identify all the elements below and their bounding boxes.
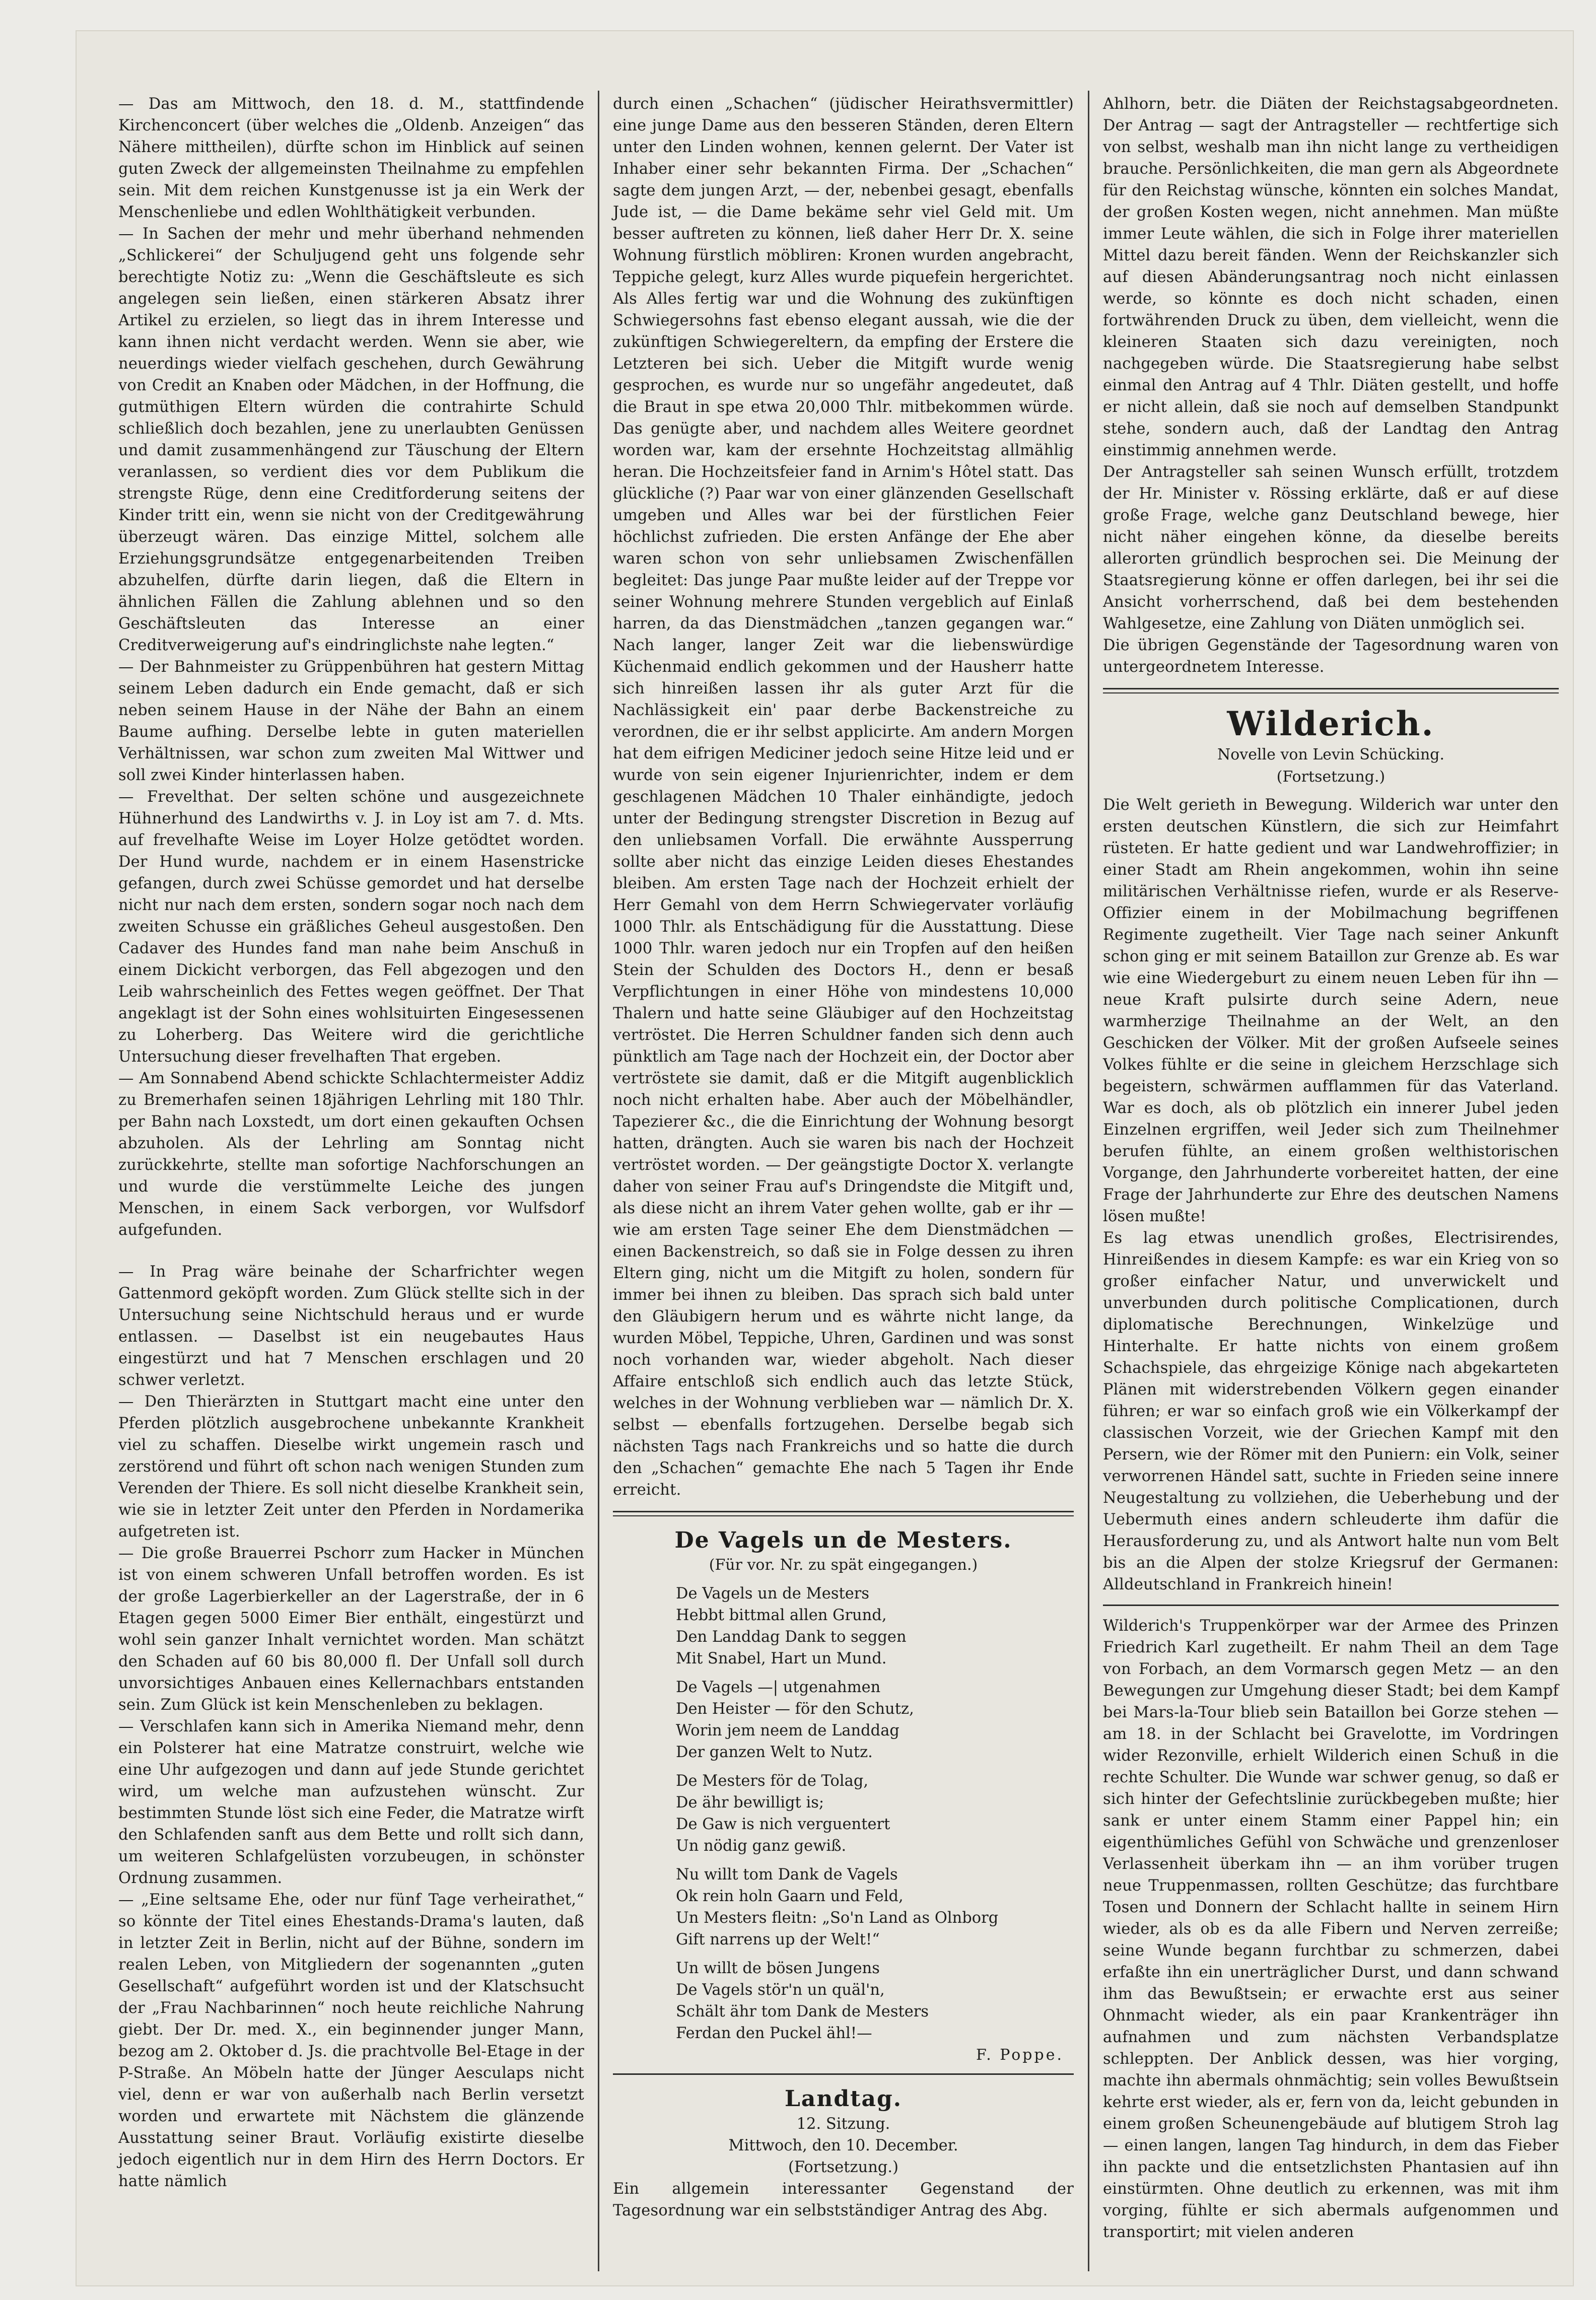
column-rule	[598, 91, 599, 2271]
landtag-text: Ein allgemein interessanter Gegenstand der Tagesordnung war ein selbstständiger Antrag des Abg.	[613, 2180, 1074, 2219]
news-item: — Verschlafen kann sich in Amerika Niemand mehr, denn ein Polsterer hat eine Matratze construirt, welche wie eine Uhr aufgezogen und dann auf jede Stunde gerichtet wird, um welche man aufzustehen wünscht. Zur bestimmten Stunde löst sich eine Feder, die Matratze wirft den Schlafenden sanft aus dem Bette und rollt sich dann, um weiteren Schlafgelüsten vorzubeugen, in schönster Ordnung zusammen.	[118, 1718, 584, 1887]
section-divider	[1103, 1605, 1559, 1606]
landtag-title: Landtag.	[784, 2086, 903, 2112]
news-item: — „Eine seltsame Ehe, oder nur fünf Tage verheirathet,“ so könnte der Titel eines Ehestands-Drama's lauten, daß in letzter Zeit in Berlin, nicht auf der Bühne, sondern im realen Leben, von Mitgliedern der sogenannten „guten Gesellschaft“ aufgeführt worden ist und der Klatschsucht der „Frau Nachbarinnen“ noch heute reichliche Nahrung giebt. Der Dr. med. X., ein beginnender junger Mann, bezog am 2. Oktober d. Js. die prachtvolle Bel-Etage in der P-Straße. An Möbeln hatte der Jünger Aesculaps nicht viel, denn er war von außerhalb nach Berlin versetzt worden und erwartete mit Nächstem die glänzende Ausstattung seiner Braut. Vorläufig existirte dieselbe jedoch eigentlich nur in dem Hirn des Herrn Doctors. Er hatte nämlich	[118, 1891, 584, 2190]
news-item: — Am Sonnabend Abend schickte Schlachtermeister Addiz zu Bremerhafen seinen 18jährigen Lehrling mit 180 Thlr. per Bahn nach Loxstedt, um dort einen gekauften Ochsen abzuholen. Als der Lehrling am Sonntag nicht zurückkehrte, stellte man sofortige Nachforschungen an und wurde die verstümmelte Leiche des jungen Menschen, in einem Sack verborgen, vor Wulfsdorf aufgefunden.	[118, 1070, 584, 1239]
poem-stanza	[676, 1583, 1074, 1669]
poem-line: De ähr bewilligt is;	[676, 1794, 824, 1811]
poem-line: Un willt de bösen Jungens	[676, 1960, 880, 1977]
poem-line: Worin jem neem de Landdag	[676, 1722, 899, 1739]
poem-note: (Für vor. Nr. zu spät eingegangen.)	[709, 1556, 978, 1574]
poem-stanza	[676, 1677, 1074, 1763]
news-item: — In Prag wäre beinahe der Scharfrichter wegen Gattenmord geköpft worden. Zum Glück stellte sich in der Untersuchung seine Nichtschuld heraus und er wurde entlassen. — Daselbst ist ein neugebautes Haus eingestürzt und hat 7 Menschen erschlagen und 20 schwer verletzt.	[118, 1263, 584, 1389]
poem-line: Un nödig ganz gewiß.	[676, 1837, 847, 1855]
landtag-date: Mittwoch, den 10. December.	[728, 2137, 958, 2154]
poem-line: Gift narrens up der Welt!“	[676, 1931, 880, 1948]
news-item: — Das am Mittwoch, den 18. d. M., stattfindende Kirchenconcert (über welches die „Oldenb. Anzeigen“ das Nähere mittheilen), dürfte schon im Hinblick auf seinen guten Zweck der allgemeinsten Theilnahme zu empfehlen sein. Mit dem reichen Kunstgenusse ist ja ein Werk der Menschenliebe und edlen Wohlthätigkeit verbunden.	[118, 95, 584, 221]
novel-byline: Novelle von Levin Schücking.	[1217, 746, 1445, 763]
novel-paragraph: Es lag etwas unendlich großes, Electrisirendes, Hinreißendes in diesem Kampfe: es war ein Krieg von so großer einfacher Natur, und unverwickelt und unverbunden durch politische Complicationen, durch diplomatische Berechnungen, Winkelzüge und Hinterhalte. Er hatte nichts von einem großem Schachspiele, das ehrgeizige Könige nach abgekarteten Plänen mit widerstrebenden Völkern gegen einander führen; er war so einfach groß wie ein Völkerkampf der classischen Vorzeit, wie der Griechen Kampf mit den Persern, wie der Römer mit den Puniern: ein Volk, seiner verworrenen Händel satt, suchte in Frieden seine innere Neugestaltung zu vollziehen, die Ueberhebung und der Uebermuth eines andern schleuderte ihm dafür die Herausforderung zu, und als Antwort halte nun vom Belt bis an die Alpen der stolze Kriegsruf der Germanen: Alldeutschland in Frankreich hinein!	[1103, 1229, 1559, 1593]
news-item: — In Sachen der mehr und mehr überhand nehmenden „Schlickerei“ der Schuljugend geht uns folgende sehr berechtigte Notiz zu: „Wenn die Geschäftsleute es sich angelegen sein ließen, einen stärkeren Absatz ihrer Artikel zu erzielen, so liegt das in ihrem Interesse und kann ihnen nicht verdacht werden. Wenn sie aber, wie neuerdings wieder vielfach geschehen, durch Gewährung von Credit an Knaben oder Mädchen, in der Hoffnung, die gutmüthigen Eltern würden die contrahirte Schuld schließlich doch bezahlen, jene zu unerlaubten Genüssen und damit zusammenhängend zur Täuschung der Eltern veranlassen, so verdient dies vor dem Publikum die strengste Rüge, denn eine Creditforderung seitens der Kinder tritt ein, wenn sie nicht von der Creditgewährung überzeugt wären. Das einzige Mittel, solchem alle Erziehungsgrundsätze entgegenarbeitenden Treiben abzuhelfen, dürfte darin liegen, daß die Eltern in ähnlichen Fällen die Zahlung ablehnen und so den Geschäftsleuten das Interesse an einer Creditverweigerung auf's eindringlichste nahe legten.“	[118, 225, 584, 654]
column-2	[613, 93, 1074, 2221]
poem-stanza	[676, 1770, 1074, 1857]
news-item: durch einen „Schachen“ (jüdischer Heirathsvermittler) eine junge Dame aus den besseren Ständen, deren Eltern unter den Linden wohnen, kennen gelernt. Der Vater ist Inhaber einer sehr bekannten Firma. Der „Schachen“ sagte dem jungen Arzt, — der, nebenbei gesagt, ebenfalls Jude ist, — die Dame bekäme sehr viel Geld mit. Um besser auftreten zu können, ließ daher Herr Dr. X. seine Wohnung fürstlich möbliren: Kronen wurden angebracht, Teppiche gelegt, kurz Alles wurde piquefein hergerichtet. Als Alles fertig war und die Wohnung des zukünftigen Schwiegersohns fast ebenso elegant aussah, wie die der zukünftigen Schwiegereltern, da empfing der Erstere die Letzteren bei sich. Ueber die Mitgift wurde wenig gesprochen, es wurde nur so ungefähr angedeutet, daß die Braut in spe etwa 20,000 Thlr. mitbekommen würde. Das genügte aber, und nachdem alles Weitere geordnet worden war, kam der ersehnte Hochzeitstag allmählig heran. Die Hochzeitsfeier fand in Arnim's Hôtel statt. Das glückliche (?) Paar war von einer glänzenden Gesellschaft umgeben und Alles war bei der fürstlichen Feier höchlichst zufrieden. Die ersten Anfänge der Ehe aber waren schon von sehr unliebsamen Zwischenfällen begleitet: Das junge Paar mußte leider auf der Treppe vor seiner Wohnung mehrere Stunden vergeblich auf Einlaß harren, da das Dienstmädchen „tanzen gegangen war.“ Nach langer, langer Zeit war die liebenswürdige Küchenmaid endlich gekommen und der Hausherr hatte sich hinreißen lassen ihr als guter Arzt für die Nachlässigkeit ein' paar derbe Backenstreiche zu verordnen, die er ihr selbst applicirte. Am andern Morgen hat dem eifrigen Mediciner jedoch seine Hitze leid und er wurde von sein eigener Injurienrichter, indem er dem geschlagenen Mädchen 10 Thaler einhändigte, jedoch unter der Bedingung strengster Discretion in Bezug auf den unliebsamen Vorfall. Die erwähnte Aussperrung sollte aber nicht das einzige Leiden dieses Ehestandes bleiben. Am ersten Tage nach der Hochzeit erhielt der Herr Gemahl von dem Herrn Schwiegervater vorläufig 1000 Thlr. als Entschädigung für die Ausstattung. Diese 1000 Thlr. waren jedoch nur ein Tropfen auf den heißen Stein der Schulden des Doctors H., denn er besaß Verpflichtungen in einer Höhe von mindestens 10,000 Thalern und hatte seine Gläubiger auf den Hochzeitstag vertröstet. Die Herren Schuldner fanden sich denn auch pünktlich am Tage nach der Hochzeit ein, der Doctor aber vertröstete sie damit, daß er die Mitgift augenblicklich noch nicht erhalten habe. Aber auch der Möbelhändler, Tapezierer &c., die die Einrichtung der Wohnung besorgt hatten, drängten. Auch sie waren bis nach der Hochzeit vertröstet worden. — Der geängstigte Doctor X. verlangte daher von seiner Frau auf's Dringendste die Mitgift und, als diese nicht an ihrem Vater gehen wollte, gab er ihr — wie am ersten Tage seiner Ehe dem Dienstmädchen — einen Backenstreich, so daß sie in Folge dessen zu ihren Eltern ging, nicht um die Mitgift zu holen, sondern für immer bei ihnen zu bleiben. Das sprach sich bald unter den Gläubigern herum und es währte nicht lange, da wurden Möbel, Teppiche, Uhren, Gardinen und was sonst noch vorhanden war, wieder abgeholt. Nach dieser Affaire entschloß sich endlich auch das letzte Stück, welches in der Wohnung verblieben war — nämlich Dr. X. selbst — ebenfalls fortzugehen. Derselbe begab sich nächsten Tags nach Frankreichs und so hatte die durch den „Schachen“ gemachte Ehe nach 5 Tagen ihr Ende erreicht.	[613, 95, 1074, 1499]
landtag-session: 12. Sitzung.	[796, 2115, 890, 2133]
novel-paragraph: Wilderich's Truppenkörper war der Armee des Prinzen Friedrich Karl zugetheilt. Er nahm Theil an dem Tage von Forbach, an dem Vormarsch gegen Metz — an den Bewegungen zur Umgehung dieser Stadt; bei dem Kampf bei Mars-la-Tour blieb sein Bataillon bei Gorze stehen — am 18. in der Schlacht bei Gravelotte, im Vordringen wider Rezonville, erhielt Wilderich einen Schuß in die rechte Schulter. Die Wunde war schwer genug, so daß er sich hinter der Gefechtslinie zurückbegeben mußte; hier sank er unter einem Stamm einer Pappel hin; ein eigenthümliches Gefühl von Schwäche und grenzenloser Verlassenheit überkam ihn — an ihm vorüber trugen neue Truppenmassen, rollten Geschütze; das furchtbare Tosen und Donnern der Schlacht hallte in seinem Hirn wieder, als ob es da alle Fibern und Nerven zerreiße; seine Wunde begann furchtbar zu schmerzen, dabei erfaßte ihn ein unerträglicher Durst, und dann schwand ihm das Bewußtsein; er erwachte erst aus seiner Ohnmacht wieder, als ein paar Krankenträger ihn aufnahmen und zum nächsten Verbandsplatze schleppten. Der Anblick dessen, was hier vorging, machte ihn abermals ohnmächtig; sein volles Bewußtsein kehrte erst wieder, als er, fern von da, leicht gebunden in einem großen Scheunengebäude auf blutigem Stroh lag — einen langen, langen Tag hindurch, in dem das Fieber ihn packte und die entsetzlichsten Phantasien auf ihn einstürmten. Ohne deutlich zu erkennen, was mit ihm vorging, fühlte er sich abermals aufgenommen und transportirt; mit vielen anderen	[1103, 1617, 1559, 2241]
news-item: — Den Thierärzten in Stuttgart macht eine unter den Pferden plötzlich ausgebrochene unbekannte Krankheit viel zu schaffen. Dieselbe wirkt ungemein rasch und zerstörend und führt oft schon nach wenigen Stunden zum Verenden der Thiere. Es soll nicht dieselbe Krankheit sein, wie sie in letzter Zeit unter den Pferden in Nordamerika aufgetreten ist.	[118, 1393, 584, 1541]
landtag-text: Die übrigen Gegenstände der Tagesordnung waren von untergeordnetem Interesse.	[1103, 637, 1559, 676]
poem-line: De Vagels —| utgenahmen	[676, 1679, 881, 1696]
poem-line: Den Heister — för den Schutz,	[676, 1700, 914, 1718]
landtag-continuation: (Fortsetzung.)	[788, 2158, 899, 2176]
poem-line: Schält ähr tom Dank de Mesters	[676, 2003, 929, 2020]
poem-line: Un Mesters fleitn: „So'n Land as Olnborg	[676, 1909, 999, 1927]
column-3	[1103, 93, 1559, 2243]
poem-stanza	[676, 1864, 1074, 1950]
novel-continuation: (Fortsetzung.)	[1276, 768, 1385, 786]
poem-line: De Vagels stör'n un quäl'n,	[676, 1981, 885, 1999]
novel-title: Wilderich.	[1227, 704, 1435, 743]
poem-line: De Mesters för de Tolag,	[676, 1772, 869, 1790]
poem-line: Mit Snabel, Hart un Mund.	[676, 1650, 887, 1667]
poem-line: Ferdan den Puckel ähl!—	[676, 2025, 872, 2042]
news-item: — Die große Brauerrei Pschorr zum Hacker in München ist von einem schweren Unfall betroffen worden. Es ist der große Lagerbierkeller an der Lagerstraße, der in 6 Etagen gegen 5000 Eimer Bier enthält, eingestürzt und wohl sein ganzer Inhalt vernichtet worden. Man schätzt den Schaden auf 60 bis 80,000 fl. Der Unfall soll durch unvorsichtiges Anbauen eines Kellernachbars entstanden sein. Zum Glück ist kein Menschenleben zu beklagen.	[118, 1545, 584, 1714]
poem-line: Hebbt bittmal allen Grund,	[676, 1607, 887, 1624]
column-1	[118, 93, 584, 2192]
poem-line: Ok rein holn Gaarn und Feld,	[676, 1888, 904, 1905]
news-item: — Der Bahnmeister zu Grüppenbühren hat gestern Mittag seinem Leben dadurch ein Ende gemacht, daß er sich neben seinem Hause in der Nähe der Bahn an einem Baume aufhing. Derselbe lebte in guten materiellen Verhältnissen, war schon zum zweiten Mal Wittwer und soll zwei Kinder hinterlassen haben.	[118, 658, 584, 784]
poem-title: De Vagels un de Mesters.	[674, 1527, 1012, 1553]
poem-signature: F. Poppe.	[976, 2046, 1064, 2064]
column-rule	[1088, 91, 1089, 2271]
novel-paragraph: Die Welt gerieth in Bewegung. Wilderich war unter den ersten deutschen Künstlern, die sich zur Heimfahrt rüsteten. Er hatte gedient und war Landwehroffizier; in einer Stadt am Rhein angekommen, wohin ihn seine militärischen Verhältnisse riefen, wurde er als Reserve-Offizier einem in der Mobilmachung begriffenen Regimente zugetheilt. Vier Tage nach seiner Ankunft schon ging er mit seinem Bataillon zur Grenze ab. Es war wie eine Wiedergeburt zu einem neuen Leben für ihn — neue Kraft pulsirte durch seine Adern, neue warmherzige Theilnahme an der Welt, an den Geschicken der Völker. Mit der großen Aufseele seines Volkes fühlte er die seine in gleichem Herzschlage sich begeistern, schwärmen aufflammen für das Vaterland. War es doch, als ob plötzlich ein innerer Jubel jeden Einzelnen ergriffen, weil Jeder sich zum Theilnehmer berufen fühlte, an einem großen welthistorischen Vorgange, den Jahrhunderte vorbereitet hatten, der eine Frage der Jahrhunderte zur Ehre des deutschen Namens lösen mußte!	[1103, 796, 1559, 1225]
landtag-text: Ahlhorn, betr. die Diäten der Reichstagsabgeordneten. Der Antrag — sagt der Antragsteller — rechtfertige sich von selbst, weshalb man ihn nicht lange zu vertheidigen brauche. Persönlichkeiten, die man gern als Abgeordnete für den Reichstag wünsche, könnten ein solches Mandat, der großen Kosten wegen, nicht annehmen. Man müßte immer Leute wählen, die sich in Folge ihrer materiellen Mittel dazu bereit fänden. Wenn der Reichskanzler sich auf diesen Abänderungsantrag noch nicht einlassen werde, so könnte es doch nicht schaden, einen fortwährenden Druck zu üben, dem vielleicht, wenn die kleineren Staaten sich dazu vereinigten, noch nachgegeben würde. Die Staatsregierung habe selbst einmal den Antrag auf 4 Thlr. Diäten gestellt, und hoffe er nicht allein, daß sie noch auf demselben Standpunkt stehe, sondern auch, daß der Landtag den Antrag einstimmig annehmen werde.	[1103, 95, 1559, 459]
poem-stanza	[676, 1958, 1074, 2044]
poem-line: Den Landdag Dank to seggen	[676, 1628, 907, 1646]
news-item: — Frevelthat. Der selten schöne und ausgezeichnete Hühnerhund des Landwirths v. J. in Loy ist am 7. d. Mts. auf frevelhafte Weise im Loyer Holze getödtet worden. Der Hund wurde, nachdem er in einem Hasenstricke gefangen, durch zwei Schüsse gemordet und hat derselbe nicht nur nach dem ersten, sondern sogar noch nach dem zweiten Schusse ein gräßliches Geheul ausgestoßen. Den Cadaver des Hundes fand man nahe beim Anschuß in einem Dickicht verborgen, das Fell abgezogen und den Leib wahrscheinlich des Fettes wegen geöffnet. Der That angeklagt ist der Sohn eines wohlsituirten Eingesessenen zu Loherberg. Das Weitere wird die gerichtliche Untersuchung dieser frevelhaften That ergeben.	[118, 788, 584, 1066]
section-divider	[613, 1511, 1074, 1516]
poem-body	[613, 1583, 1074, 2044]
poem-line: Der ganzen Welt to Nutz.	[676, 1744, 873, 1761]
poem-line: De Gaw is nich verguentert	[676, 1816, 890, 1833]
poem-line: De Vagels un de Mesters	[676, 1585, 870, 1602]
newspaper-page	[76, 30, 1574, 2286]
landtag-text: Der Antragsteller sah seinen Wunsch erfüllt, trotzdem der Hr. Minister v. Rössing erklärte, daß er auf diese große Frage, welche ganz Deutschland bewege, hier nicht näher eingehen könne, da dieselbe bereits allerorten gründlich besprochen sei. Die Meinung der Staatsregierung könne er offen darlegen, bei ihr sei die Ansicht vorherrschend, daß bei dem bestehenden Wahlgesetze, eine Zahlung von Diäten unmöglich sei.	[1103, 463, 1559, 633]
section-divider	[1103, 688, 1559, 693]
section-divider	[613, 2073, 1074, 2075]
poem-line: Nu willt tom Dank de Vagels	[676, 1866, 898, 1884]
